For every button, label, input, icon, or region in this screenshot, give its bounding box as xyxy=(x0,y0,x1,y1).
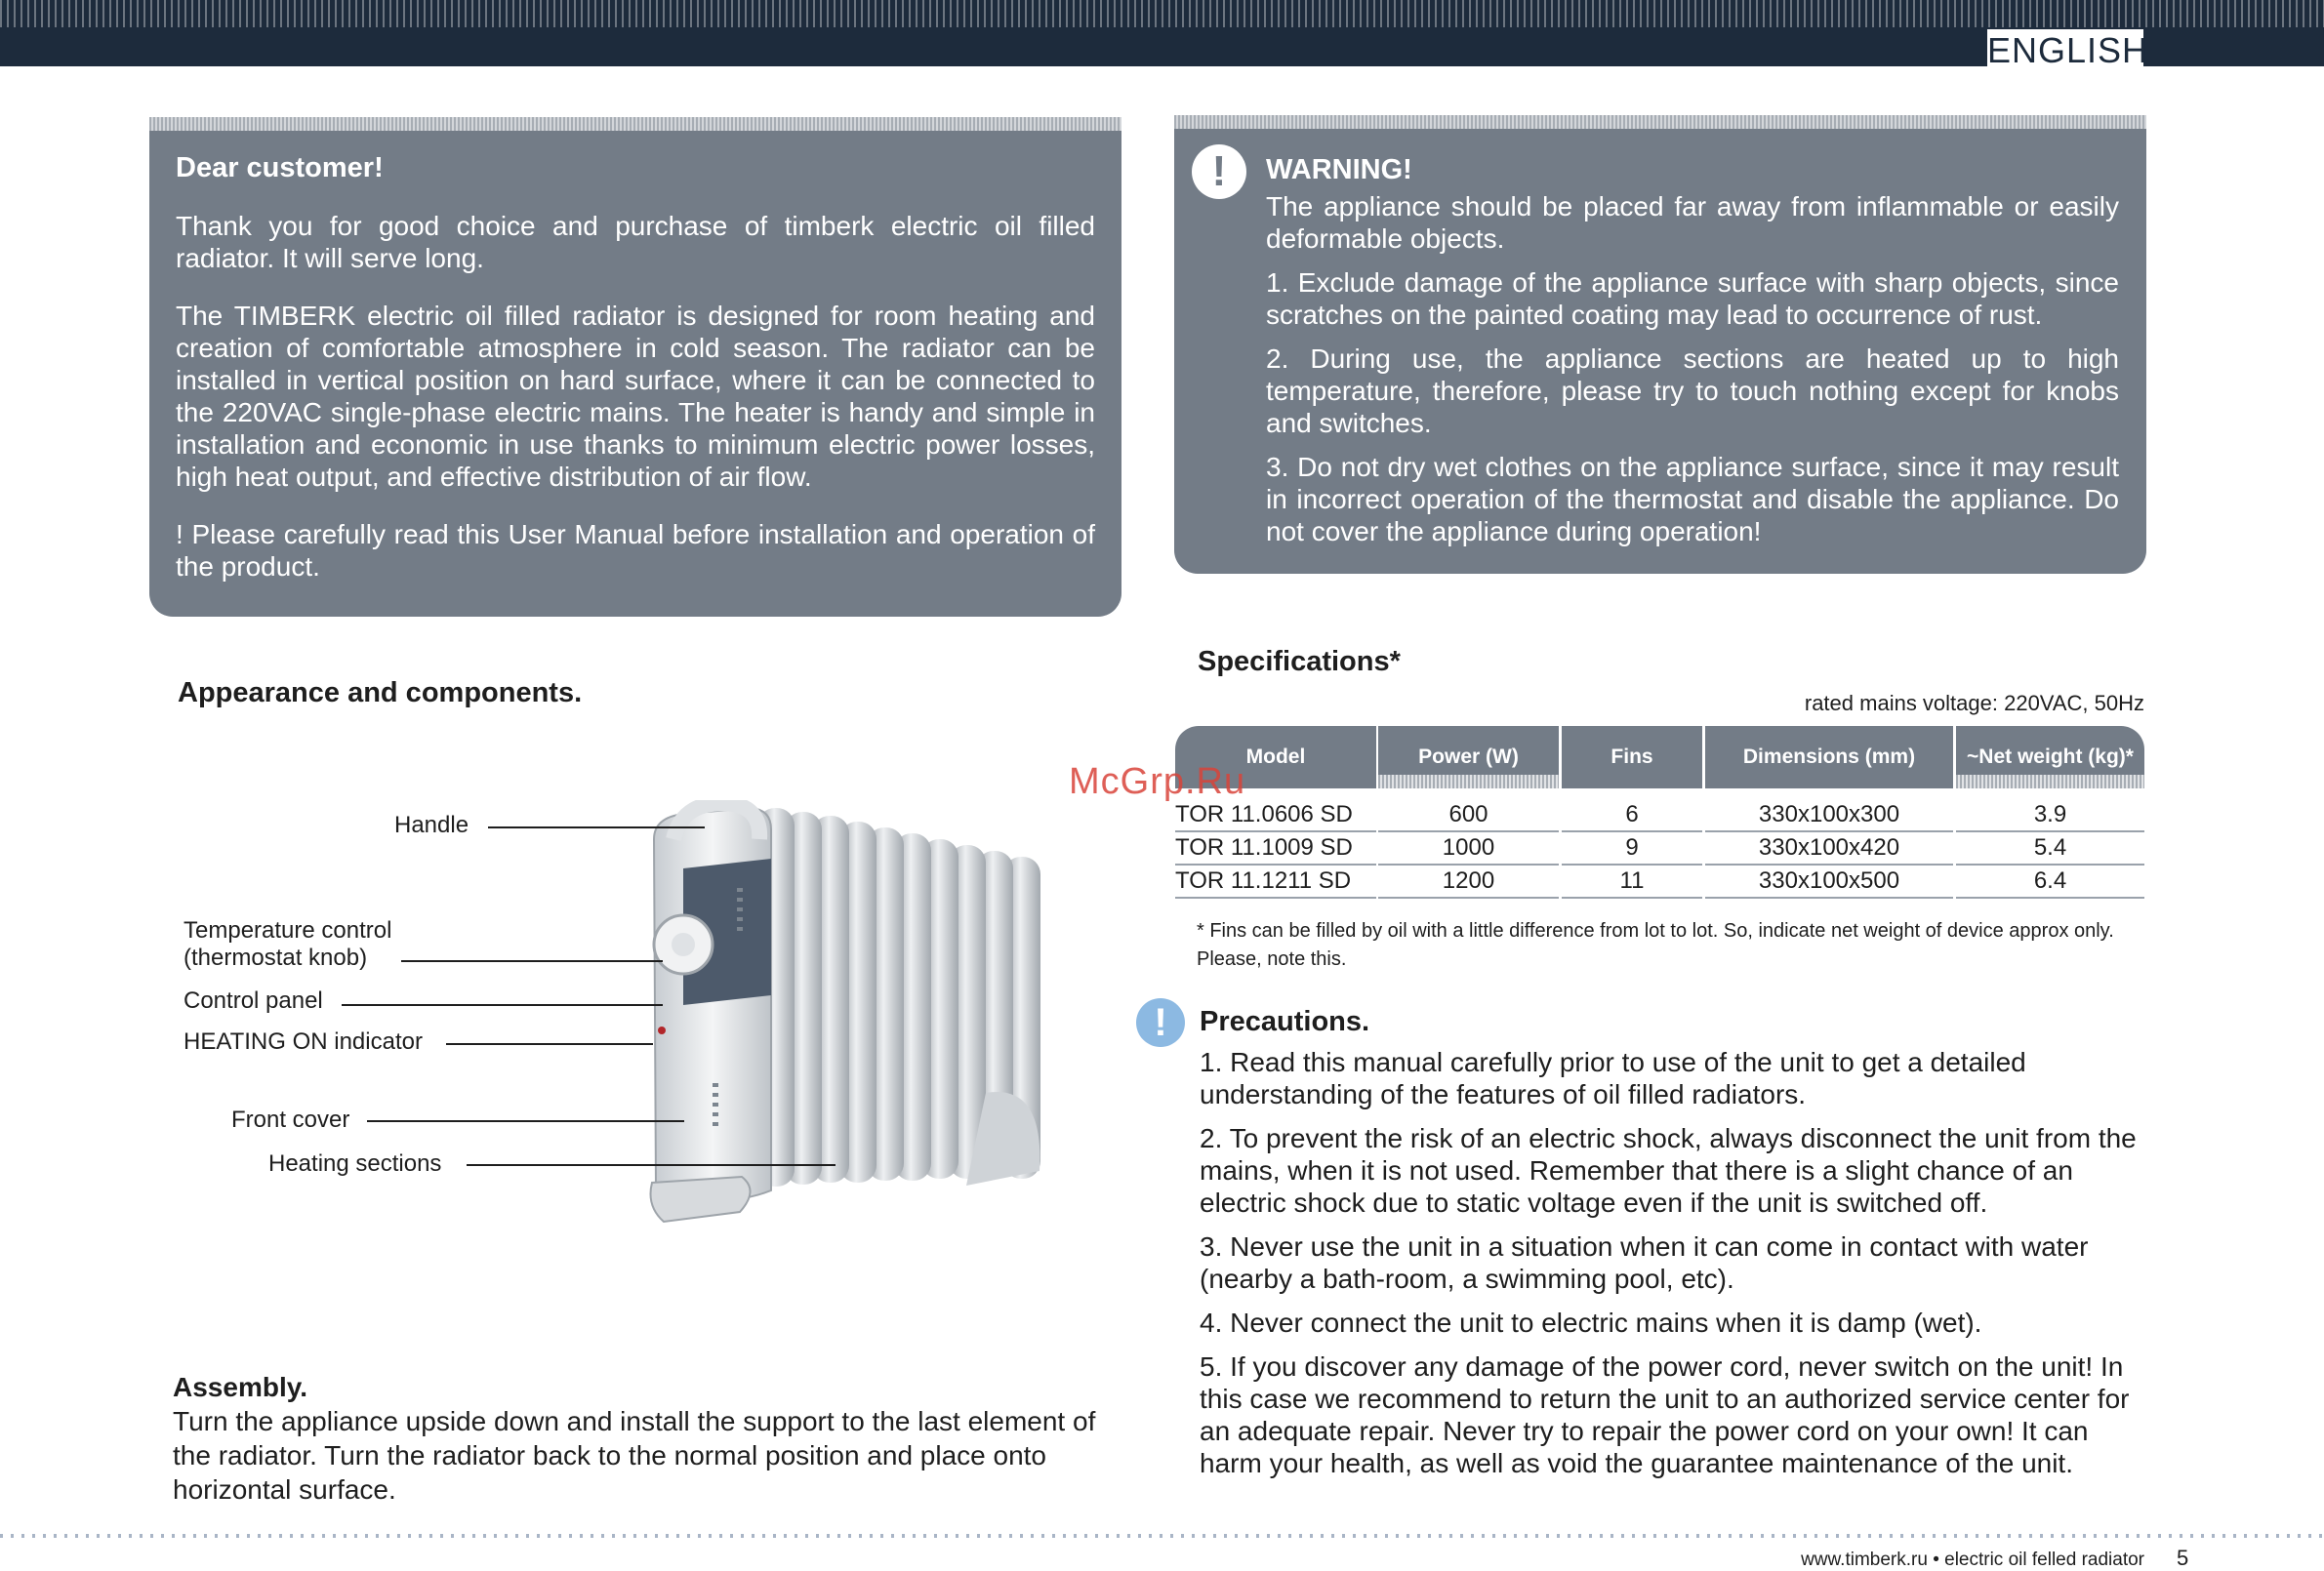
precaution-item: 2. To prevent the risk of an electric shock, always disconnect the unit from the mains, when it is not used. Remember that there is a slight chance of an electric shock due to static voltage even if the unit is switched off. xyxy=(1200,1123,2137,1218)
temp-control-label: Temperature control xyxy=(183,917,392,944)
warning-paragraph: 3. Do not dry wet clothes on the appliance surface, since it may result in incorrect operation of the thermostat and disable the appliance. Do not cover the appliance during operation! xyxy=(1266,452,2119,546)
top-header-band xyxy=(0,0,2324,66)
table-cell: 6 xyxy=(1562,798,1702,832)
customer-paragraph: Thank you for good choice and purchase of timberk electric oil filled radiator. It will serve long. xyxy=(176,211,1095,273)
table-cell: TOR 11.1009 SD xyxy=(1175,831,1376,866)
customer-info-box xyxy=(149,117,1121,617)
table-cell: 600 xyxy=(1378,798,1559,832)
control-panel-leader xyxy=(342,1004,663,1006)
control-panel-label: Control panel xyxy=(183,987,323,1014)
table-cell: 3.9 xyxy=(1956,798,2144,832)
front-cover-label: Front cover xyxy=(231,1107,350,1133)
customer-box-title: Dear customer! xyxy=(176,152,384,183)
table-cell: 1200 xyxy=(1378,865,1559,899)
table-header-cell: Dimensions (mm) xyxy=(1705,726,1953,788)
table-cell: 6.4 xyxy=(1956,865,2144,899)
table-header-cell xyxy=(1956,726,2144,788)
table-cell: 9 xyxy=(1562,831,1702,866)
footer-text: www.timberk.ru • electric oil felled radiator xyxy=(1801,1550,2144,1570)
customer-paragraph: The TIMBERK electric oil filled radiator is designed for room heating and creation of comfortable atmosphere in cold season. The radiator can be installed in vertical position on hard surface, where it can be connected to the 220VAC single-phase electric mains. The heater is handy and simple in installation and economic in use thanks to minimum electric power losses, high heat output, and effective distribution of air flow. xyxy=(176,301,1095,492)
warning-title: WARNING! xyxy=(1266,154,1412,185)
table-cell: TOR 11.1211 SD xyxy=(1175,865,1376,899)
warning-paragraph: 1. Exclude damage of the appliance surface with sharp objects, since scratches on the painted coating may lead to occurrence of rust. xyxy=(1266,267,2119,330)
temp-control-leader xyxy=(401,960,663,962)
table-cell: 330x100x500 xyxy=(1705,865,1953,899)
language-tab: ENGLISH xyxy=(1987,30,2149,70)
warning-paragraph: The appliance should be placed far away from inflammable or easily deformable objects. xyxy=(1266,191,2119,254)
exclamation-icon: ! xyxy=(1136,998,1185,1047)
table-cell: 5.4 xyxy=(1956,831,2144,866)
front-cover-leader xyxy=(367,1120,684,1122)
header-label: ~Net weight (kg)* xyxy=(1967,745,2134,768)
precautions-title: Precautions. xyxy=(1200,1006,1370,1037)
page-number: 5 xyxy=(2177,1546,2189,1570)
warning-box xyxy=(1174,115,2146,574)
table-cell: 11 xyxy=(1562,865,1702,899)
handle-leader xyxy=(488,826,705,828)
specifications-title: Specifications* xyxy=(1198,646,1401,677)
table-header-cell: Fins xyxy=(1562,726,1702,788)
table-cell: 330x100x300 xyxy=(1705,798,1953,832)
heating-on-leader xyxy=(446,1043,653,1045)
assembly-section xyxy=(173,1370,1120,1507)
rated-voltage-note: rated mains voltage: 220VAC, 50Hz xyxy=(1804,691,2144,715)
heating-sections-label: Heating sections xyxy=(268,1150,442,1177)
assembly-text: Turn the appliance upside down and install the support to the last element of the radiator. Turn the radiator back to the normal position and place onto horizontal surface. xyxy=(173,1406,1096,1505)
appearance-title: Appearance and components. xyxy=(178,677,583,708)
table-cell: 1000 xyxy=(1378,831,1559,866)
exclamation-icon: ! xyxy=(1192,144,1246,199)
precaution-item: 4. Never connect the unit to electric mains when it is damp (wet). xyxy=(1200,1308,1982,1338)
precaution-item: 3. Never use the unit in a situation when it can come in contact with water (nearby a bath-room, a swimming pool, etc). xyxy=(1200,1231,2089,1294)
assembly-title: Assembly. xyxy=(173,1372,307,1402)
table-header-cell: Model xyxy=(1175,726,1376,788)
watermark: McGrp.Ru xyxy=(1069,761,1246,802)
warning-paragraph: 2. During use, the appliance sections are heated up to high temperature, therefore, please try to touch nothing except for knobs and switches. xyxy=(1266,343,2119,438)
specs-footnote: * Fins can be filled by oil with a little difference from lot to lot. So, indicate net weight of device approx only. Please, note this. xyxy=(1197,920,2114,970)
precaution-item: 1. Read this manual carefully prior to use of the unit to get a detailed understanding of the features of oil filled radiators. xyxy=(1200,1047,2026,1109)
precaution-item: 5. If you discover any damage of the power cord, never switch on the unit! In this case we recommend to return the unit to an authorized service center for an adequate repair. Never try to repair the power cord on your own! It can harm your health, as well as void the guarantee maintenance of the unit. xyxy=(1200,1351,2130,1478)
table-cell: 330x100x420 xyxy=(1705,831,1953,866)
table-header-cell xyxy=(1378,726,1559,788)
customer-paragraph: ! Please carefully read this User Manual before installation and operation of the product. xyxy=(176,519,1095,582)
header-label: Power (W) xyxy=(1418,745,1519,768)
temp-control-sublabel: (thermostat knob) xyxy=(183,945,368,971)
footer-divider xyxy=(0,1534,2324,1538)
table-cell: TOR 11.0606 SD xyxy=(1175,798,1376,832)
radiator-image xyxy=(644,800,1054,1259)
heating-on-label: HEATING ON indicator xyxy=(183,1028,423,1055)
handle-label: Handle xyxy=(394,812,469,838)
heating-sections-leader xyxy=(467,1164,836,1166)
precautions-section xyxy=(1200,1006,2146,1491)
